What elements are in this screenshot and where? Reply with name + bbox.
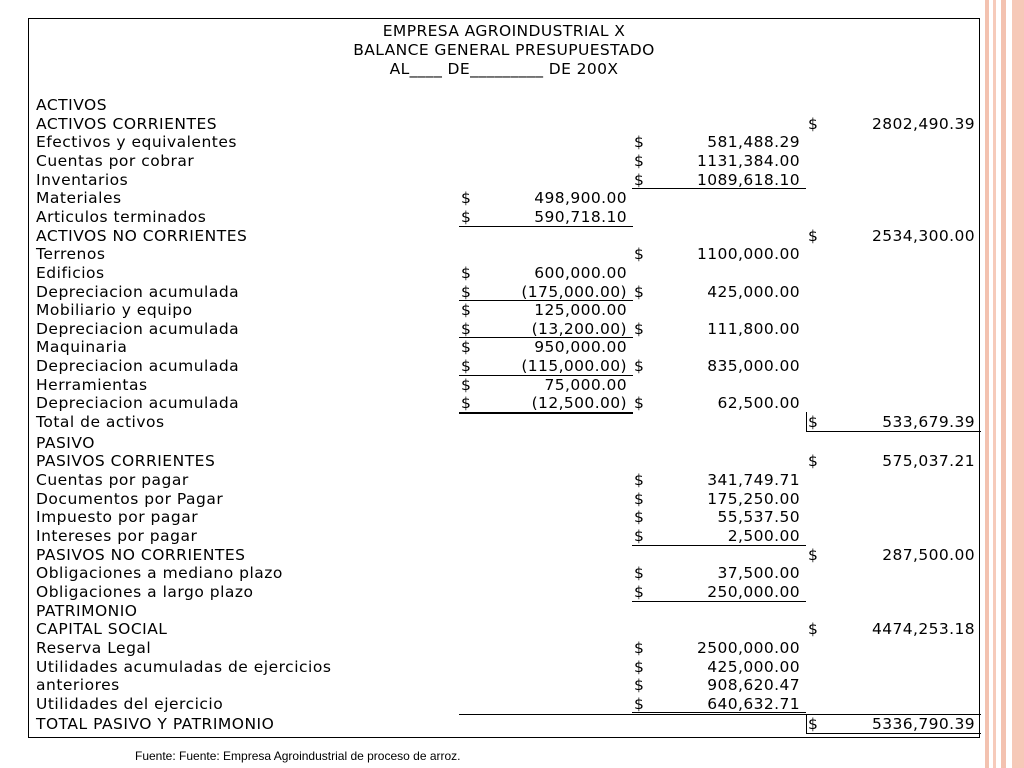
amount-cell-col2 (632, 245, 806, 264)
row-label: Utilidades del ejercicio (36, 694, 224, 713)
currency-symbol: $ (634, 526, 645, 545)
row-label: Intereses por pagar (36, 526, 198, 545)
row-label: Edificios (36, 263, 105, 282)
row-label: Utilidades acumuladas de ejercicios (36, 657, 332, 676)
table-row (29, 152, 979, 171)
amount-value: 1100,000.00 (696, 245, 800, 264)
table-row (29, 527, 979, 546)
amount-value: 55,537.50 (717, 508, 800, 527)
separator-line (806, 714, 807, 734)
row-label: Terrenos (36, 245, 106, 264)
amount-cell-col2 (632, 564, 806, 583)
amount-cell-col2 (632, 658, 806, 677)
amount-cell-col1 (459, 264, 633, 283)
table-row (29, 394, 979, 413)
table-row (29, 658, 979, 677)
report-date-line: AL____ DE_________ DE 200X (389, 60, 619, 78)
amount-value: 575,037.21 (882, 452, 975, 471)
amount-value: 175,250.00 (707, 489, 800, 508)
amount-value: 600,000.00 (534, 263, 627, 282)
table-row (29, 264, 979, 283)
row-label: Maquinaria (36, 338, 128, 357)
currency-symbol: $ (634, 471, 645, 489)
currency-symbol: $ (808, 620, 819, 639)
table-row (29, 320, 979, 339)
currency-symbol: $ (808, 715, 819, 734)
currency-symbol: $ (634, 676, 645, 695)
table-row (29, 283, 979, 302)
table-row (29, 639, 979, 658)
amount-cell-col2 (632, 471, 806, 490)
amount-cell-col1 (459, 283, 633, 302)
currency-symbol: $ (461, 357, 472, 376)
amount-cell-col2 (632, 394, 806, 413)
amount-cell-col1 (459, 394, 633, 413)
row-label: Herramientas (36, 375, 148, 394)
currency-symbol: $ (808, 226, 819, 245)
amount-value: 950,000.00 (534, 338, 627, 357)
row-label: Efectivos y equivalentes (36, 133, 237, 152)
row-label: Depreciacion acumulada (36, 282, 240, 301)
table-row (29, 452, 979, 471)
table-row (29, 471, 979, 490)
amount-value: (13,200.00) (531, 319, 627, 338)
table-row (29, 508, 979, 527)
amount-value: 1089,618.10 (696, 170, 800, 189)
currency-symbol: $ (634, 694, 645, 713)
amount-value: 835,000.00 (707, 357, 800, 376)
amount-cell-col2 (632, 527, 806, 546)
row-label: Total de activos (36, 413, 165, 432)
currency-symbol: $ (808, 452, 819, 471)
table-row (29, 96, 979, 115)
table-row (29, 434, 979, 453)
currency-symbol: $ (634, 394, 645, 413)
amount-value: 4474,253.18 (871, 620, 975, 639)
amount-cell-col1 (459, 357, 633, 376)
table-row (29, 583, 979, 602)
row-label: Mobiliario y equipo (36, 301, 193, 320)
row-label: ACTIVOS NO CORRIENTES (36, 226, 248, 245)
table-row (29, 357, 979, 376)
table-row (29, 133, 979, 152)
currency-symbol: $ (461, 375, 472, 394)
currency-symbol: $ (634, 657, 645, 676)
currency-symbol: $ (461, 207, 472, 226)
separator-line (806, 412, 807, 432)
currency-symbol: $ (634, 357, 645, 376)
amount-value: 425,000.00 (707, 657, 800, 676)
table-row (29, 564, 979, 583)
currency-symbol: $ (461, 263, 472, 282)
currency-symbol: $ (461, 282, 472, 301)
table-row (29, 376, 979, 395)
row-label: Documentos por Pagar (36, 489, 224, 508)
amount-value: 2534,300.00 (871, 226, 975, 245)
row-label: ACTIVOS (36, 96, 108, 114)
amount-cell-col2 (632, 508, 806, 527)
currency-symbol: $ (634, 245, 645, 264)
amount-value: 533,679.39 (882, 413, 975, 432)
amount-cell-col3 (806, 227, 981, 246)
amount-value: 1131,384.00 (696, 151, 800, 170)
table-row (29, 715, 979, 734)
row-label: Cuentas por cobrar (36, 151, 195, 170)
amount-value: 250,000.00 (707, 582, 800, 601)
amount-cell-col1 (459, 301, 633, 320)
row-label: Depreciacion acumulada (36, 319, 240, 338)
table-row (29, 695, 979, 714)
table-row (29, 602, 979, 621)
amount-cell-col2 (632, 490, 806, 509)
amount-value: 37,500.00 (717, 564, 800, 583)
table-row (29, 546, 979, 565)
amount-cell-col3 (806, 715, 981, 734)
amount-cell-col2 (632, 133, 806, 152)
table-row (29, 227, 979, 246)
currency-symbol: $ (461, 189, 472, 208)
table-row (29, 676, 979, 695)
currency-symbol: $ (634, 282, 645, 301)
amount-value: 111,800.00 (707, 319, 800, 338)
row-label: Depreciacion acumulada (36, 357, 240, 376)
currency-symbol: $ (634, 564, 645, 583)
row-label: Depreciacion acumulada (36, 394, 240, 413)
row-label: PATRIMONIO (36, 601, 138, 620)
decor-stripe (993, 0, 996, 768)
amount-cell-col2 (632, 639, 806, 658)
currency-symbol: $ (808, 114, 819, 133)
amount-value: 908,620.47 (707, 676, 800, 695)
currency-symbol: $ (461, 301, 472, 320)
separator-line (459, 714, 981, 715)
balance-sheet-table (28, 18, 980, 738)
amount-value: 498,900.00 (534, 189, 627, 208)
currency-symbol: $ (808, 413, 819, 432)
source-caption: Fuente: Fuente: Empresa Agroindustrial de proceso de arroz. (135, 749, 461, 763)
currency-symbol: $ (634, 508, 645, 527)
table-row (29, 490, 979, 509)
amount-cell-col1 (459, 208, 633, 227)
amount-cell-col1 (459, 376, 633, 395)
decor-stripe (985, 0, 989, 768)
row-label: Impuesto por pagar (36, 508, 199, 527)
amount-value: 62,500.00 (717, 394, 800, 413)
amount-cell-col3 (806, 452, 981, 471)
row-label: Cuentas por pagar (36, 471, 189, 489)
row-label: Obligaciones a largo plazo (36, 582, 254, 601)
row-label: ACTIVOS CORRIENTES (36, 114, 218, 133)
amount-value: 590,718.10 (534, 207, 627, 226)
row-label: Materiales (36, 189, 122, 208)
amount-cell-col3 (806, 620, 981, 639)
amount-cell-col2 (632, 320, 806, 339)
amount-cell-col1 (459, 320, 633, 339)
table-row (29, 189, 979, 208)
currency-symbol: $ (461, 338, 472, 357)
decor-stripe (1001, 0, 1006, 768)
row-label: PASIVOS CORRIENTES (36, 452, 216, 471)
amount-value: 425,000.00 (707, 282, 800, 301)
row-label: Articulos terminados (36, 207, 207, 226)
amount-value: 581,488.29 (707, 133, 800, 152)
amount-cell-col3 (806, 115, 981, 134)
row-label: TOTAL PASIVO Y PATRIMONIO (36, 715, 275, 734)
row-label: CAPITAL SOCIAL (36, 620, 168, 639)
amount-cell-col1 (459, 189, 633, 208)
table-row (29, 115, 979, 134)
amount-cell-col2 (632, 357, 806, 376)
currency-symbol: $ (634, 582, 645, 601)
row-label: Obligaciones a mediano plazo (36, 564, 283, 583)
row-label: PASIVO (36, 433, 95, 452)
amount-value: 75,000.00 (544, 375, 627, 394)
table-row (29, 301, 979, 320)
amount-value: 640,632.71 (707, 694, 800, 713)
amount-value: 125,000.00 (534, 301, 627, 320)
amount-cell-col3 (806, 546, 981, 565)
amount-value: (115,000.00) (521, 357, 627, 376)
amount-cell-col3 (806, 413, 981, 432)
report-title: BALANCE GENERAL PRESUPUESTADO (353, 41, 655, 59)
currency-symbol: $ (634, 638, 645, 657)
amount-cell-col2 (632, 171, 806, 190)
currency-symbol: $ (634, 170, 645, 189)
row-label: Inventarios (36, 170, 129, 189)
amount-cell-col2 (632, 676, 806, 695)
currency-symbol: $ (461, 319, 472, 338)
separator-line (459, 413, 633, 414)
currency-symbol: $ (634, 133, 645, 152)
row-label: PASIVOS NO CORRIENTES (36, 545, 246, 564)
amount-value: (175,000.00) (521, 282, 627, 301)
amount-cell-col1 (459, 338, 633, 357)
amount-value: 2802,490.39 (871, 114, 975, 133)
amount-value: 5336,790.39 (871, 715, 975, 734)
amount-cell-col2 (632, 695, 806, 714)
table-row (29, 171, 979, 190)
currency-symbol: $ (808, 545, 819, 564)
table-row (29, 620, 979, 639)
amount-value: 2500,000.00 (696, 638, 800, 657)
currency-symbol: $ (634, 319, 645, 338)
decor-stripe (1012, 0, 1024, 768)
currency-symbol: $ (634, 489, 645, 508)
table-row (29, 245, 979, 264)
amount-value: 287,500.00 (882, 545, 975, 564)
amount-value: 2,500.00 (727, 526, 800, 545)
currency-symbol: $ (634, 151, 645, 170)
table-row (29, 413, 979, 432)
amount-value: (12,500.00) (531, 394, 627, 413)
row-label: anteriores (36, 676, 120, 695)
table-row (29, 208, 979, 227)
amount-value: 341,749.71 (707, 471, 800, 489)
currency-symbol: $ (461, 394, 472, 413)
amount-cell-col2 (632, 152, 806, 171)
row-label: Reserva Legal (36, 638, 152, 657)
table-row (29, 338, 979, 357)
company-title: EMPRESA AGROINDUSTRIAL X (382, 22, 626, 40)
amount-cell-col2 (632, 583, 806, 602)
amount-cell-col2 (632, 283, 806, 302)
